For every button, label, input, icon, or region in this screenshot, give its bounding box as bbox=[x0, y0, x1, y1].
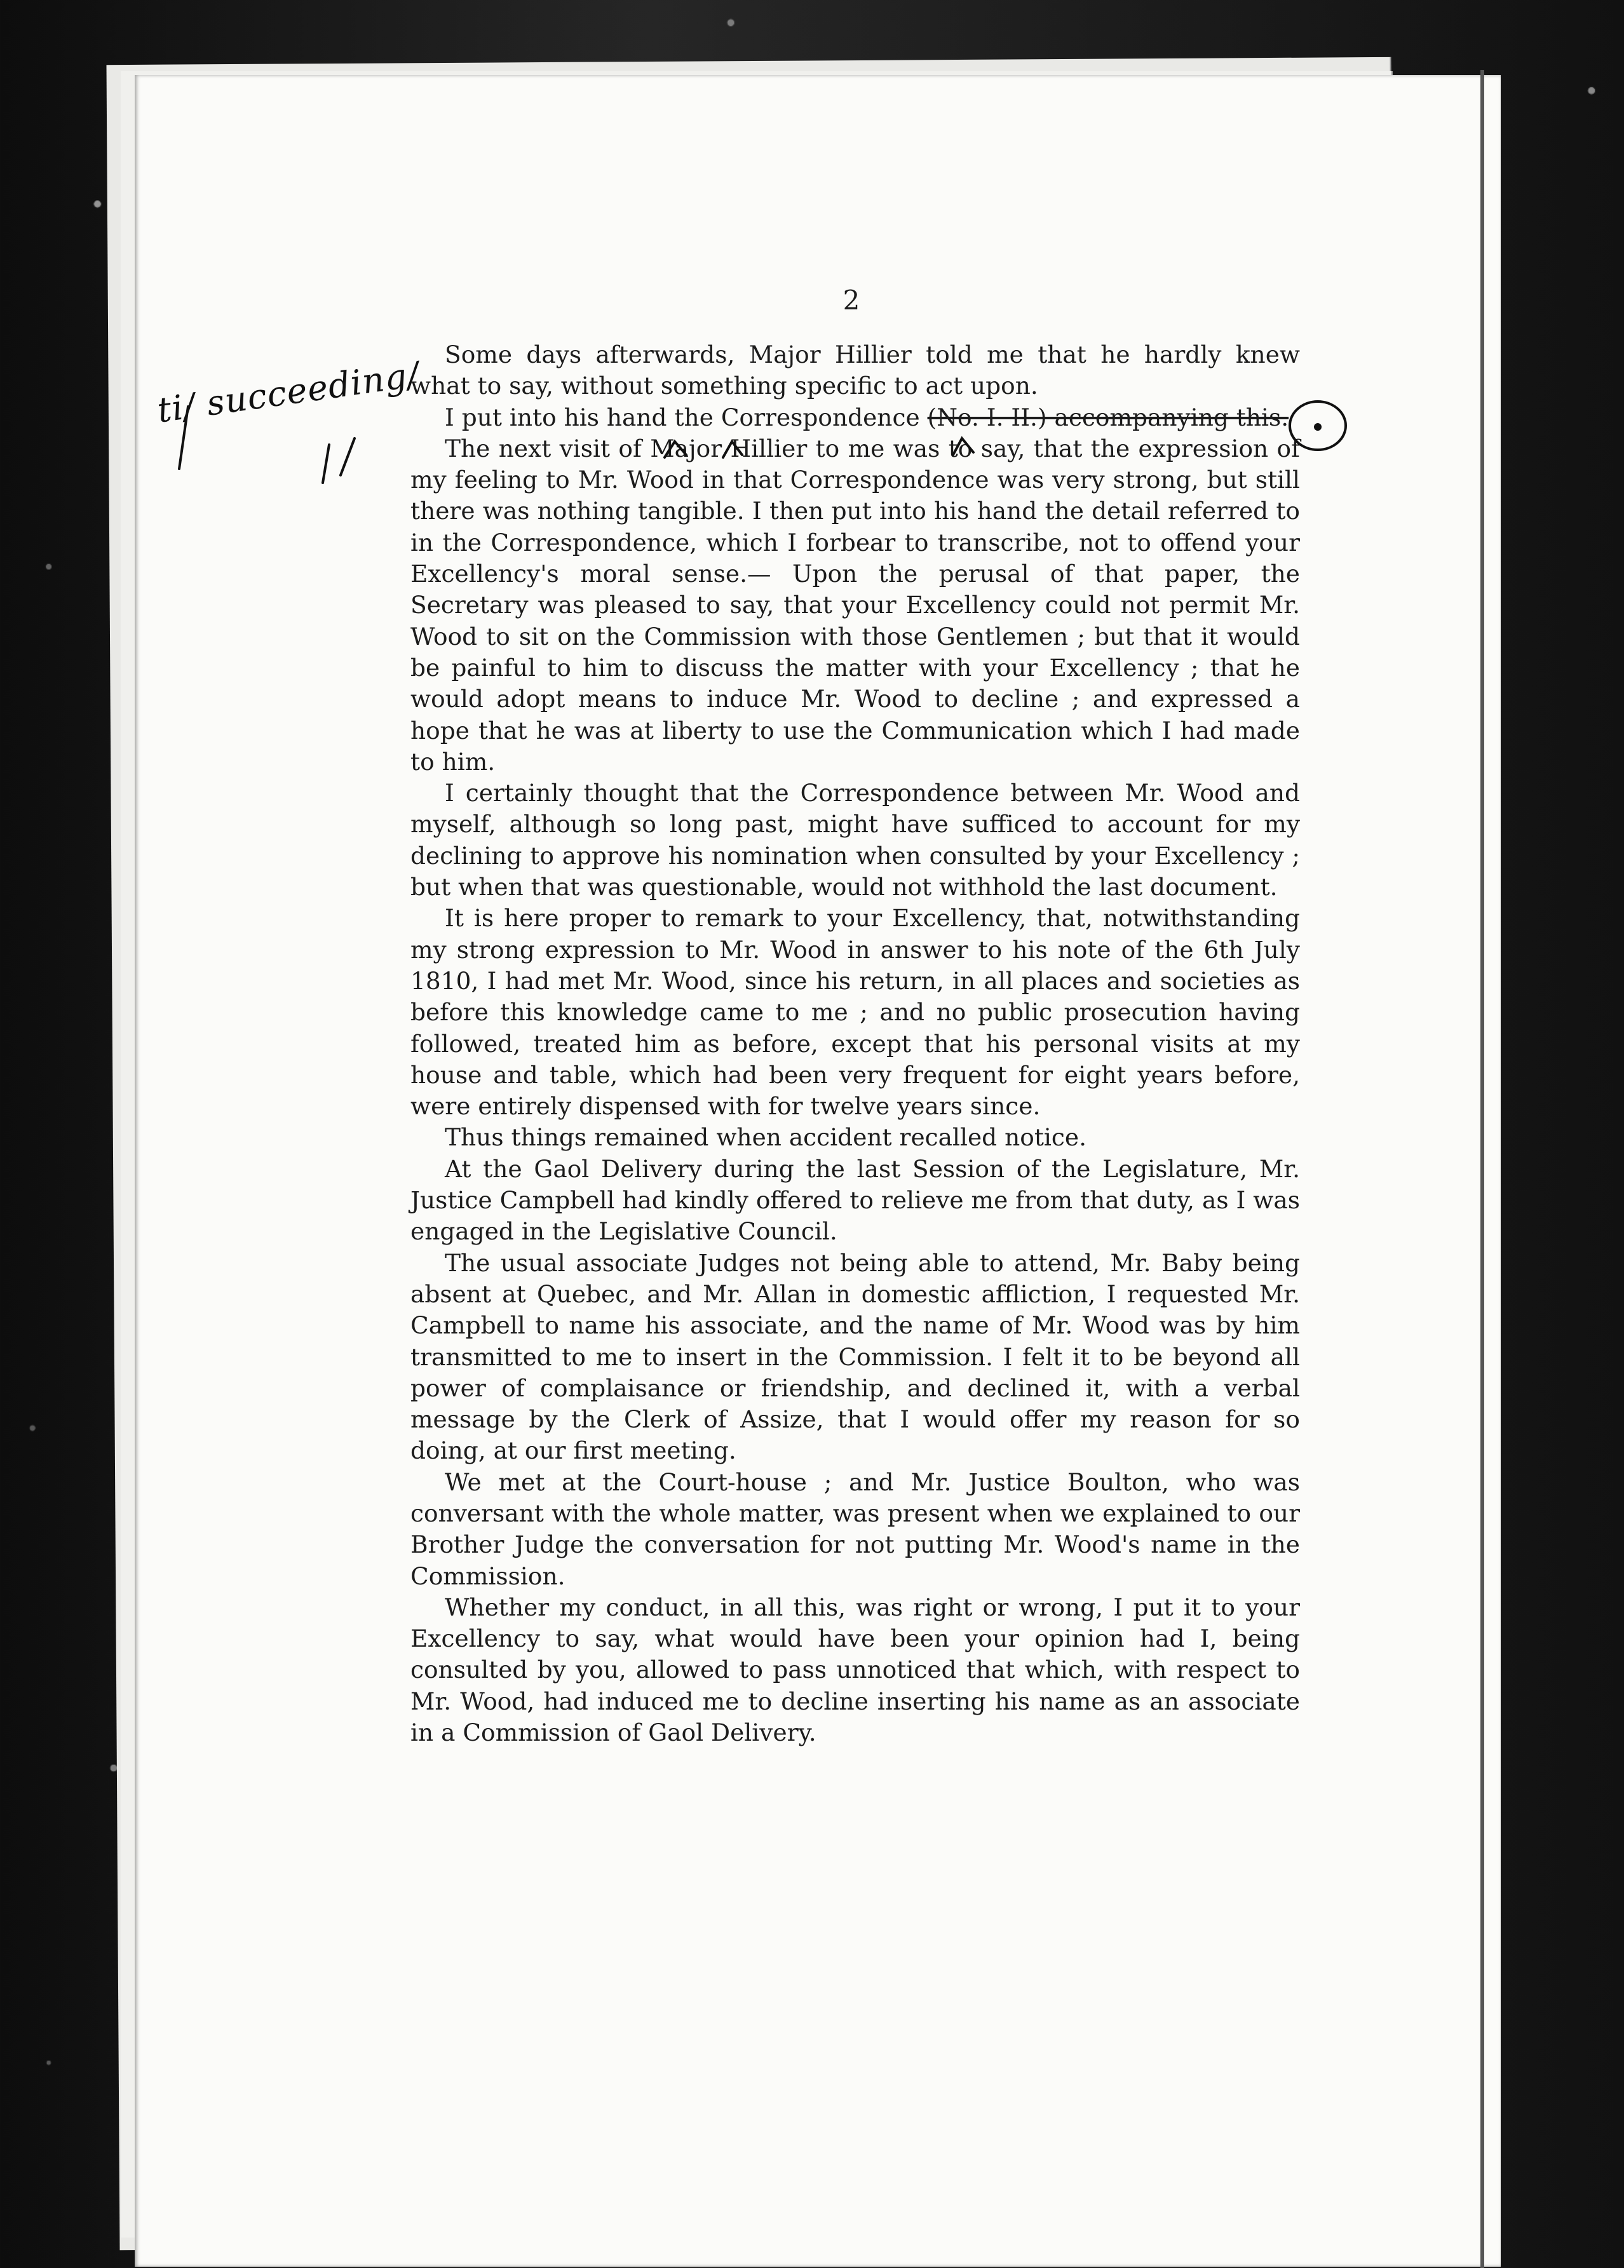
page-edge-shadow bbox=[1480, 70, 1484, 2268]
struck-out-text: (No. I. II.) accompanying this. bbox=[927, 403, 1289, 431]
paragraph: The next visit of Major Hillier to me was to say, that the expression of my feeling to Mr. Wood in that Correspondence was very strong, but still there was nothing tangible. I then put into his hand the detail referred to in the Correspondence, which I forbear to transcribe, not to offend your Excellency's moral sense.— Upon the perusal of that paper, the Secretary was pleased to say, that your Excellency could not permit Mr. Wood to sit on the Commission with those Gentlemen ; but that it would be painful to him to discuss the matter with your Excellency ; that he would adopt means to induce Mr. Wood to decline ; and expressed a hope that he was at liberty to use the Communication which I had made to him. bbox=[410, 434, 1300, 776]
document-body bbox=[410, 339, 1300, 1748]
paragraph: It is here proper to remark to your Excellency, that, notwithstanding my strong expression to Mr. Wood in answer to his note of the 6th July 1810, I had met Mr. Wood, since his return, in all places and societies as before this knowledge came to me ; and no public prosecution having followed, treated him as before, except that his personal visits at my house and table, which had been very frequent for eight years before, were entirely dispensed with for twelve years since. bbox=[410, 904, 1300, 1121]
paragraph: Some days afterwards, Major Hillier told me that he hardly knew what to say, without something specific to act upon. bbox=[410, 341, 1300, 400]
paragraph: At the Gaol Delivery during the last Session of the Legislature, Mr. Justice Campbell had kindly offered to relieve me from that duty, as I was engaged in the Legislative Council. bbox=[410, 1154, 1300, 1246]
paragraph: I certainly thought that the Correspondence between Mr. Wood and myself, although so long past, might have sufficed to account for my declining to approve his nomination when consulted by your Excellency ; but when that was questionable, would not withhold the last document. bbox=[410, 779, 1300, 901]
paragraph: Whether my conduct, in all this, was right or wrong, I put it to your Excellency to say, what would have been your opinion had I, being consulted by you, allowed to pass unnoticed that which, with respect to Mr. Wood, had induced me to decline inserting his name as an associate in a Commission of Gaol Delivery. bbox=[410, 1593, 1300, 1747]
paragraph: We met at the Court-house ; and Mr. Justice Boulton, who was conversant with the whole matter, was present when we explained to our Brother Judge the conversation for not putting Mr. Wood's name in the Commission. bbox=[410, 1468, 1300, 1590]
page-number: 2 bbox=[842, 285, 860, 316]
paragraph: The usual associate Judges not being able to attend, Mr. Baby being absent at Quebec, and Mr. Allan in domestic affliction, I requested Mr. Campbell to name his associate, and the name of Mr. Wood was by him transmitted to me to insert in the Commission. I felt it to be beyond all power of complaisance or friendship, and declined it, with a verbal message by the Clerk of Assize, that I would offer my reason for so doing, at our first meeting. bbox=[410, 1248, 1300, 1465]
paragraph-text: I put into his hand the Correspondence bbox=[445, 403, 928, 431]
paragraph: Thus things remained when accident recalled notice. bbox=[445, 1123, 1087, 1152]
margin-annotation: ti/ succeeding/ bbox=[154, 354, 422, 431]
paragraph-with-strikeout bbox=[410, 402, 1300, 433]
